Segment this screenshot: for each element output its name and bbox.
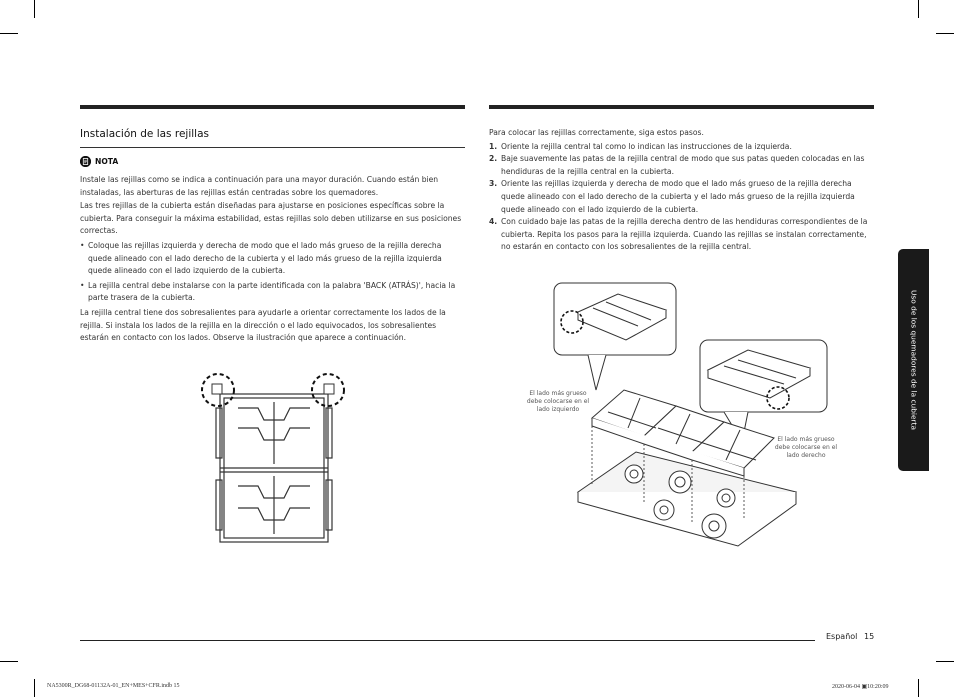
step-number: 3. (489, 179, 498, 189)
chapter-tab-label: Uso de los quemadores de la cubierta (909, 289, 918, 431)
callout-right: El lado más grueso debe colocarse en el lado derecho (774, 436, 838, 459)
step-text: Oriente las rejillas izquierda y derecha de modo que el lado más grueso de la rejilla derecha quede alineado con el lado derecho de la cubierta y el lado más grueso de la rejilla izquierda quede alineado con el lado izquierdo de la cubierta. (501, 179, 855, 214)
step-item (489, 153, 874, 178)
step-item (489, 178, 874, 216)
imprint-date: 2020-06-04 ▣10:20:09 (832, 684, 889, 690)
step-item (489, 141, 874, 154)
step-number: 4. (489, 217, 498, 227)
note-bullet: • La rejilla central debe instalarse con la parte identificada con la palabra 'BACK (ATRÁS)', hacia la parte trasera de la cubierta. (80, 280, 465, 305)
chapter-tab (898, 249, 929, 471)
crop-mark (0, 661, 18, 662)
imprint-file: NA5300R_DG68-01132A-01_EN+MES+CFR.indb 15 (47, 683, 180, 689)
section-rule-left (80, 105, 465, 109)
steps-block (489, 127, 874, 254)
note-paragraph: Las tres rejillas de la cubierta están diseñadas para ajustarse en posiciones específicas sobre la cubierta. Para conseguir la máxima estabilidad, estas rejillas solo deben utilizarse en sus posiciones correctas. (80, 201, 462, 236)
step-number: 1. (489, 141, 498, 151)
note-bullet: • Coloque las rejillas izquierda y derecha de modo que el lado más grueso de la rejilla derecha quede alineado con el lado derecho de la cubierta y el lado más grueso de la rejilla izquierda quede alineado con el lado izquierdo de la cubierta. (80, 240, 465, 278)
footer-rule (80, 640, 815, 641)
page-number: 15 (864, 632, 875, 641)
crop-mark (34, 679, 35, 697)
crop-mark (918, 679, 919, 697)
cooktop-installation-illustration (548, 282, 848, 582)
note-paragraph: La rejilla central tiene dos sobresalientes para ayudarle a orientar correctamente los lados de la rejilla. Si instala los lados de la rejilla en la dirección o el lado equivocados, los sobresalientes estarán en contacto con los lados. Observe la ilustración que aparece a continuación. (80, 307, 446, 343)
note-label: NOTA (95, 157, 119, 166)
note-body (80, 174, 465, 346)
document-icon (80, 156, 91, 167)
step-text: Baje suavemente las patas de la rejilla central de modo que sus patas queden colocadas en las hendiduras de la rejilla central en la cubierta. (501, 154, 865, 176)
section-rule-right (489, 105, 874, 109)
steps-intro: Para colocar las rejillas correctamente, siga estos pasos. (489, 128, 704, 137)
crop-mark (936, 33, 954, 34)
crop-mark (918, 0, 919, 18)
crop-mark (0, 33, 18, 34)
note-paragraph: Instale las rejillas como se indica a continuación para una mayor duración. Cuando están bien instaladas, las aberturas de las rejillas están centradas sobre los quemadores. (80, 175, 439, 197)
title-underline (80, 147, 465, 148)
step-text: Oriente la rejilla central tal como lo indican las instrucciones de la izquierda. (501, 141, 792, 151)
note-header (80, 156, 118, 167)
crop-mark (34, 0, 35, 18)
crop-mark (936, 661, 954, 662)
step-number: 2. (489, 154, 498, 164)
callout-left: El lado más grueso debe colocarse en el lado izquierdo (526, 390, 590, 413)
step-item (489, 216, 874, 254)
center-grate-illustration (198, 368, 348, 544)
footer-language: Español (826, 632, 858, 641)
section-title: Instalación de las rejillas (80, 128, 209, 140)
step-text: Con cuidado baje las patas de la rejilla derecha dentro de las hendiduras correspondientes de la cubierta. Repita los pasos para la rejilla izquierda. Cuando las rejillas se instalan correctamente, no estarán en contacto con los sobresalientes de la rejilla central. (501, 217, 868, 252)
